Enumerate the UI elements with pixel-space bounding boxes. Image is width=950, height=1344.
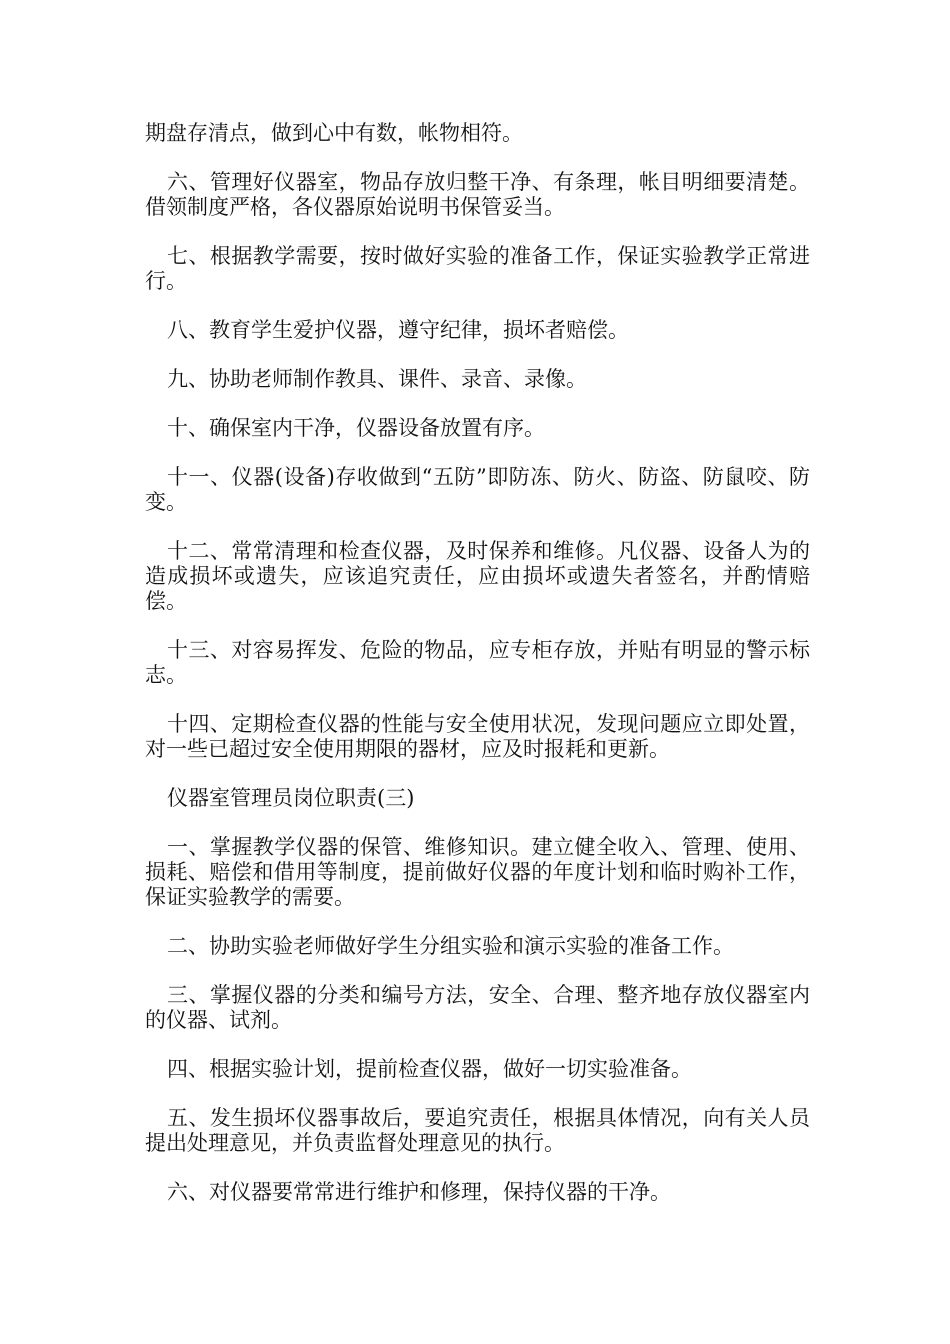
paragraph-duty-6: 六、对仪器要常常进行维护和修理，保持仪器的干净。 — [167, 1180, 671, 1204]
paragraph-duty-2: 二、协助实验老师做好学生分组实验和演示实验的准备工作。 — [167, 934, 734, 958]
paragraph-item-10: 十、确保室内干净，仪器设备放置有序。 — [167, 416, 545, 440]
paragraph-duty-5: 五、发生损坏仪器事故后，要追究责任，根据具体情况，向有关人员提出处理意见，并负责监督处理意见的执行。 — [145, 1106, 810, 1155]
paragraph-item-9: 九、协助老师制作教具、课件、录音、录像。 — [167, 367, 587, 391]
section-heading: 仪器室管理员岗位职责(三) — [167, 786, 415, 810]
paragraph-duty-1: 一、掌握教学仪器的保管、维修知识。建立健全收入、管理、使用、损耗、赔偿和借用等制度，提前做好仪器的年度计划和临时购补工作，保证实验教学的需要。 — [145, 835, 810, 909]
paragraph-continued: 期盘存清点，做到心中有数，帐物相符。 — [145, 121, 523, 145]
paragraph-item-6: 六、管理好仪器室，物品存放归整干净、有条理，帐目明细要清楚。借领制度严格，各仪器原始说明书保管妥当。 — [145, 170, 810, 219]
paragraph-item-12: 十二、常常清理和检查仪器，及时保养和维修。凡仪器、设备人为的造成损坏或遗失，应该追究责任，应由损坏或遗失者签名，并酌情赔偿。 — [145, 539, 810, 613]
paragraph-duty-3: 三、掌握仪器的分类和编号方法，安全、合理、整齐地存放仪器室内的仪器、试剂。 — [145, 983, 810, 1032]
paragraph-item-14: 十四、定期检查仪器的性能与安全使用状况，发现问题应立即处置，对一些已超过安全使用期限的器材，应及时报耗和更新。 — [145, 712, 810, 761]
document-page — [145, 121, 810, 1229]
paragraph-item-11: 十一、仪器(设备)存收做到“五防”即防冻、防火、防盗、防鼠咬、防变。 — [145, 465, 810, 514]
paragraph-item-7: 七、根据教学需要，按时做好实验的准备工作，保证实验教学正常进行。 — [145, 244, 810, 293]
paragraph-item-13: 十三、对容易挥发、危险的物品，应专柜存放，并贴有明显的警示标志。 — [145, 638, 810, 687]
paragraph-item-8: 八、教育学生爱护仪器，遵守纪律，损坏者赔偿。 — [167, 318, 629, 342]
paragraph-duty-4: 四、根据实验计划，提前检查仪器，做好一切实验准备。 — [167, 1057, 692, 1081]
